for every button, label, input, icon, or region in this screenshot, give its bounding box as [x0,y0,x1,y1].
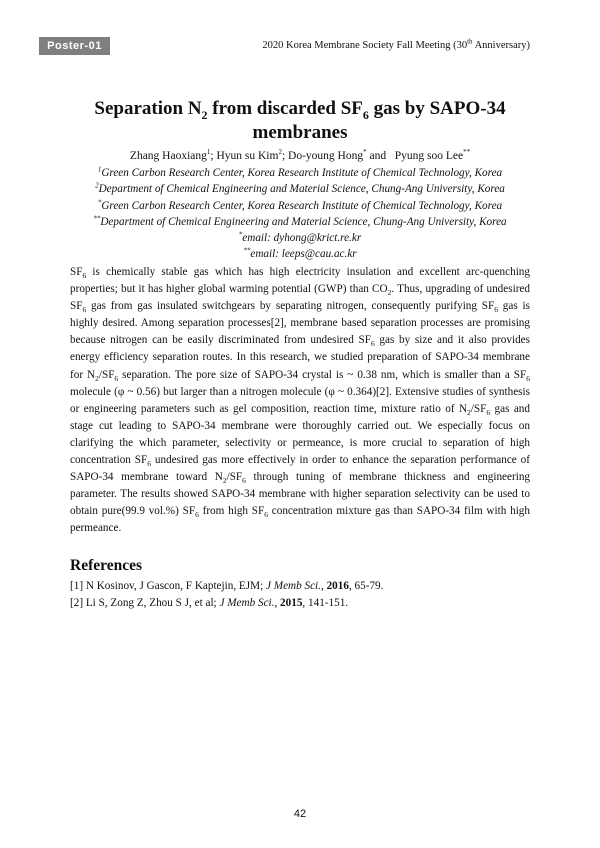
subscript: 2 [222,476,227,486]
subscript: 6 [82,271,87,281]
paper-title: Separation $N_2$ from discarded $SF_6$ gas by SAPO-34 membranes [94,98,506,143]
abstract-run: concentration mixture gas than SAPO-34 film with high permeance. [70,505,530,535]
subscript: 6 [114,373,119,383]
subscript: 6 [82,305,87,315]
affiliation: $^1$Green Carbon Research Center, Korea Research Institute of Chemical Technology, Korea [97,165,503,179]
subscript: 6 [264,510,268,520]
affiliation: $^2$Department of Chemical Engineering and Material Science, Chung-Ang University, Korea [95,181,505,196]
abstract-run: molecule (φ ~ 0.56) but larger than a nitrogen molecule (φ ~ 0.364)[2]. Extensive studies of synthesis or engineering parameters such as gel composition, reaction time, mixture ratio of N [70,385,530,415]
references-heading: References [70,557,143,574]
subscript: 6 [242,476,246,486]
author: Hyun su Kim [216,150,279,162]
abstract-run: /SF [470,402,487,415]
abstract-run: gas from gas insulated switchgears by separating nitrogen, consequently purifying SF [86,300,495,313]
subscript: 2 [95,373,99,383]
abstract-run: /SF [98,368,115,381]
poster-badge: Poster-01 [39,37,110,55]
author: Zhang Haoxiang [129,150,207,162]
abstract-run: is chemically stable gas which has high electricity insulation and excellent arc-quenching properties; but it has higher global warming potential (GWP) than CO [70,266,530,296]
affiliation: **Department of Chemical Engineering and Material Science, Chung-Ang University, Korea [93,214,507,228]
reference-item: [2] Li S, Zong Z, Zhou S J, et al; J Memb Sci., 2015, 141-151. [70,597,349,609]
abstract-run: gas and stage cut leading to SAPO-34 membrane were thoroughly carried out. We especially focus on clarifying the which parameter, selectivity or permeance, is more crucial to separation of high concentration SF [70,402,530,467]
subscript: 2 [387,288,392,298]
author: Pyung soo Lee [394,150,464,162]
author: Do-young Hong [288,150,364,162]
subscript: 6 [526,373,530,383]
author-list: Zhang Haoxiang$^1$; Hyun su Kim$^2$; Do-young Hong* and Pyung soo Lee** [129,148,471,162]
abstract-run: gas is highly desired. Among separation processes[2], membrane based separation processes are promising because nitrogen can be easily discriminated from undesired SF [70,300,530,347]
subscript: 6 [494,305,498,315]
affiliation: *Green Carbon Research Center, Korea Research Institute of Chemical Technology, Korea [97,197,503,212]
email: *email: dyhong@krict.re.kr [238,230,362,245]
reference-item: [1] N Kosinov, J Gascon, F Kaptejin, EJM; J Memb Sci., 2016, 65-79. [70,580,384,592]
abstract-run: /SF [226,471,243,484]
abstract-run: gas by size and it also provides energy efficiency separation routes. In this research, we studied preparation of SAPO-34 membrane for N [70,334,530,381]
affiliations [70,165,530,263]
abstract-run: SF [70,266,83,278]
abstract-run: from high SF [198,505,265,518]
email: **email: leeps@cau.ac.kr [243,246,357,261]
abstract-run: through tuning of membrane thickness and engineering parameter. The results showed SAPO-34 membrane with higher separation selectivity can be used to obtain pure(99.9 vol.%) SF [70,471,531,518]
abstract-run: undesired gas more effectively in order to enhance the separation performance of SAPO-34 membrane toward N [70,454,530,484]
subscript: 6 [486,407,491,417]
page-number: 42 [293,808,307,820]
abstract-run: . Thus, upgrading of undesired SF [70,283,530,313]
abstract-text [70,264,530,538]
subscript: 6 [370,339,375,349]
subscript: 6 [147,459,151,469]
abstract-run: separation. The pore size of SAPO-34 crystal is ~ 0.38 nm, which is smaller than a SF [118,368,527,381]
subscript: 6 [195,510,199,520]
references-list [70,578,530,612]
subscript: 2 [467,407,471,417]
conference-header: 2020 Korea Membrane Society Fall Meeting (30th Anniversary) [262,37,530,51]
